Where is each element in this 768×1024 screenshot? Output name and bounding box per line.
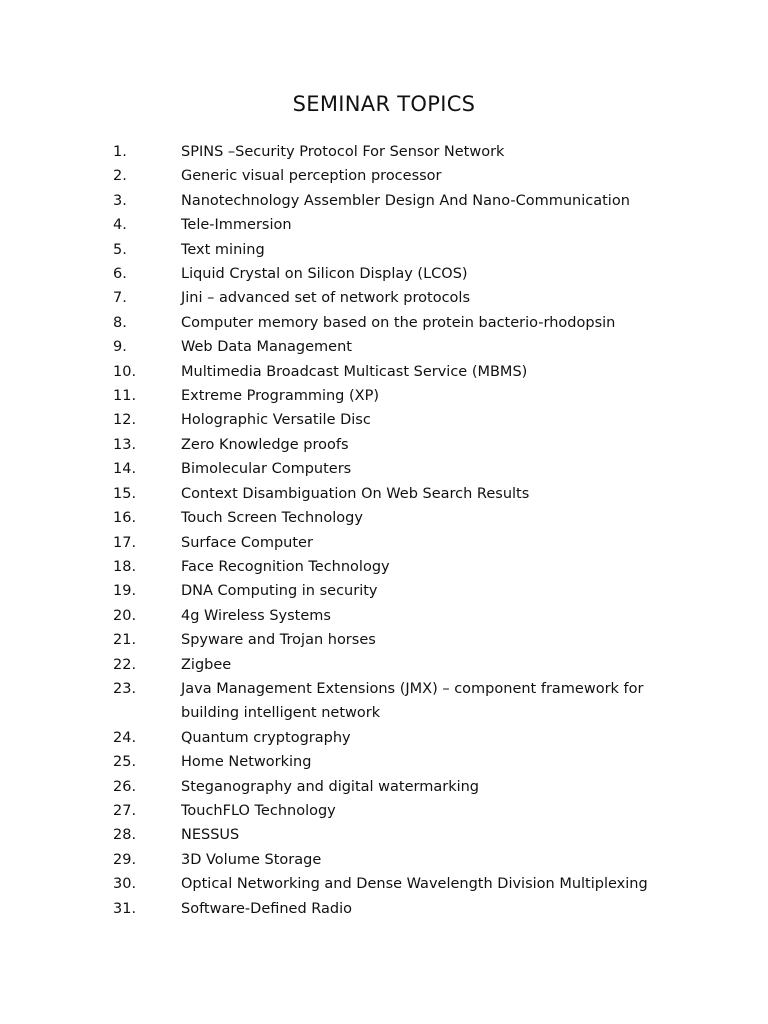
topic-text: Java Management Extensions (JMX) – component framework for building intelligent network bbox=[181, 680, 644, 722]
topic-item bbox=[0, 335, 768, 359]
topic-text: Quantum cryptography bbox=[181, 729, 351, 746]
topic-number: 9. bbox=[113, 339, 127, 356]
topic-text: Optical Networking and Dense Wavelength Division Multiplexing bbox=[181, 876, 648, 893]
topic-text: Generic visual perception processor bbox=[181, 168, 442, 185]
seminar-topic-list bbox=[0, 140, 768, 921]
topic-item bbox=[0, 823, 768, 847]
topic-text: Zero Knowledge proofs bbox=[181, 436, 349, 453]
topic-item bbox=[0, 677, 768, 726]
topic-text: Bimolecular Computers bbox=[181, 461, 352, 478]
topic-item bbox=[0, 628, 768, 652]
topic-text: DNA Computing in security bbox=[181, 583, 378, 600]
page-title: SEMINAR TOPICS bbox=[292, 92, 476, 116]
topic-text: Nanotechnology Assembler Design And Nano-Communication bbox=[181, 192, 630, 209]
topic-item bbox=[0, 457, 768, 481]
topic-text: Web Data Management bbox=[181, 339, 352, 356]
topic-text: SPINS –Security Protocol For Sensor Network bbox=[181, 144, 505, 160]
topic-number: 10. bbox=[113, 363, 137, 380]
topic-number: 24. bbox=[113, 729, 137, 746]
topic-text: Spyware and Trojan horses bbox=[181, 632, 376, 649]
topic-item bbox=[0, 506, 768, 530]
topic-item bbox=[0, 360, 768, 384]
topic-number: 3. bbox=[113, 192, 127, 209]
topic-number: 11. bbox=[113, 388, 137, 405]
topic-text: Holographic Versatile Disc bbox=[181, 412, 371, 429]
topic-number: 18. bbox=[113, 558, 137, 575]
topic-item bbox=[0, 311, 768, 335]
topic-text: Surface Computer bbox=[181, 534, 313, 551]
topic-item bbox=[0, 482, 768, 506]
topic-number: 13. bbox=[113, 436, 137, 453]
topic-text: Context Disambiguation On Web Search Results bbox=[181, 485, 530, 502]
topic-number: 17. bbox=[113, 534, 137, 551]
topic-item bbox=[0, 384, 768, 408]
topic-number: 23. bbox=[113, 680, 137, 697]
topic-number: 12. bbox=[113, 412, 137, 429]
topic-text: Computer memory based on the protein bacterio-rhodopsin bbox=[181, 314, 616, 331]
topic-text: 3D Volume Storage bbox=[181, 851, 322, 868]
topic-number: 30. bbox=[113, 876, 137, 893]
topic-text: Home Networking bbox=[181, 754, 312, 771]
topic-item bbox=[0, 213, 768, 237]
topic-number: 4. bbox=[113, 217, 127, 234]
topic-number: 21. bbox=[113, 632, 137, 649]
topic-item bbox=[0, 775, 768, 799]
topic-text: TouchFLO Technology bbox=[181, 802, 336, 819]
topic-text: NESSUS bbox=[181, 827, 240, 844]
topic-number: 14. bbox=[113, 461, 137, 478]
topic-item bbox=[0, 262, 768, 286]
topic-text: Text mining bbox=[181, 241, 265, 258]
topic-text: Zigbee bbox=[181, 656, 232, 673]
topic-number: 16. bbox=[113, 510, 137, 527]
topic-number: 7. bbox=[113, 290, 127, 307]
topic-number: 8. bbox=[113, 314, 127, 331]
topic-number: 5. bbox=[113, 241, 127, 258]
topic-number: 29. bbox=[113, 851, 137, 868]
topic-item bbox=[0, 897, 768, 921]
topic-item bbox=[0, 604, 768, 628]
topic-number: 22. bbox=[113, 656, 137, 673]
topic-item bbox=[0, 164, 768, 188]
topic-item bbox=[0, 726, 768, 750]
topic-text: Face Recognition Technology bbox=[181, 558, 390, 575]
topic-text: Touch Screen Technology bbox=[181, 510, 363, 527]
topic-number: 15. bbox=[113, 485, 137, 502]
topic-item bbox=[0, 799, 768, 823]
topic-text: Multimedia Broadcast Multicast Service (MBMS) bbox=[181, 363, 528, 380]
topic-text: Extreme Programming (XP) bbox=[181, 388, 379, 405]
topic-item bbox=[0, 286, 768, 310]
topic-text: Tele-Immersion bbox=[181, 217, 292, 234]
topic-item bbox=[0, 579, 768, 603]
topic-item bbox=[0, 872, 768, 896]
topic-number: 19. bbox=[113, 583, 137, 600]
topic-item bbox=[0, 238, 768, 262]
topic-number: 25. bbox=[113, 754, 137, 771]
topic-text: Software-Defined Radio bbox=[181, 900, 353, 917]
topic-number: 27. bbox=[113, 802, 137, 819]
topic-item bbox=[0, 750, 768, 774]
topic-number: 20. bbox=[113, 607, 137, 624]
topic-number: 6. bbox=[113, 266, 127, 283]
topic-item bbox=[0, 140, 768, 164]
topic-item bbox=[0, 189, 768, 213]
topic-number: 31. bbox=[113, 900, 137, 917]
topic-text: Liquid Crystal on Silicon Display (LCOS) bbox=[181, 266, 468, 283]
topic-item bbox=[0, 555, 768, 579]
topic-item bbox=[0, 848, 768, 872]
topic-item bbox=[0, 433, 768, 457]
topic-item bbox=[0, 408, 768, 432]
topic-item bbox=[0, 531, 768, 555]
topic-number: 28. bbox=[113, 827, 137, 844]
topic-number: 1. bbox=[113, 144, 127, 160]
topic-item bbox=[0, 653, 768, 677]
topic-text: Jini – advanced set of network protocols bbox=[181, 290, 470, 307]
topic-text: 4g Wireless Systems bbox=[181, 607, 331, 624]
topic-text: Steganography and digital watermarking bbox=[181, 778, 480, 795]
topic-number: 2. bbox=[113, 168, 127, 185]
topic-number: 26. bbox=[113, 778, 137, 795]
